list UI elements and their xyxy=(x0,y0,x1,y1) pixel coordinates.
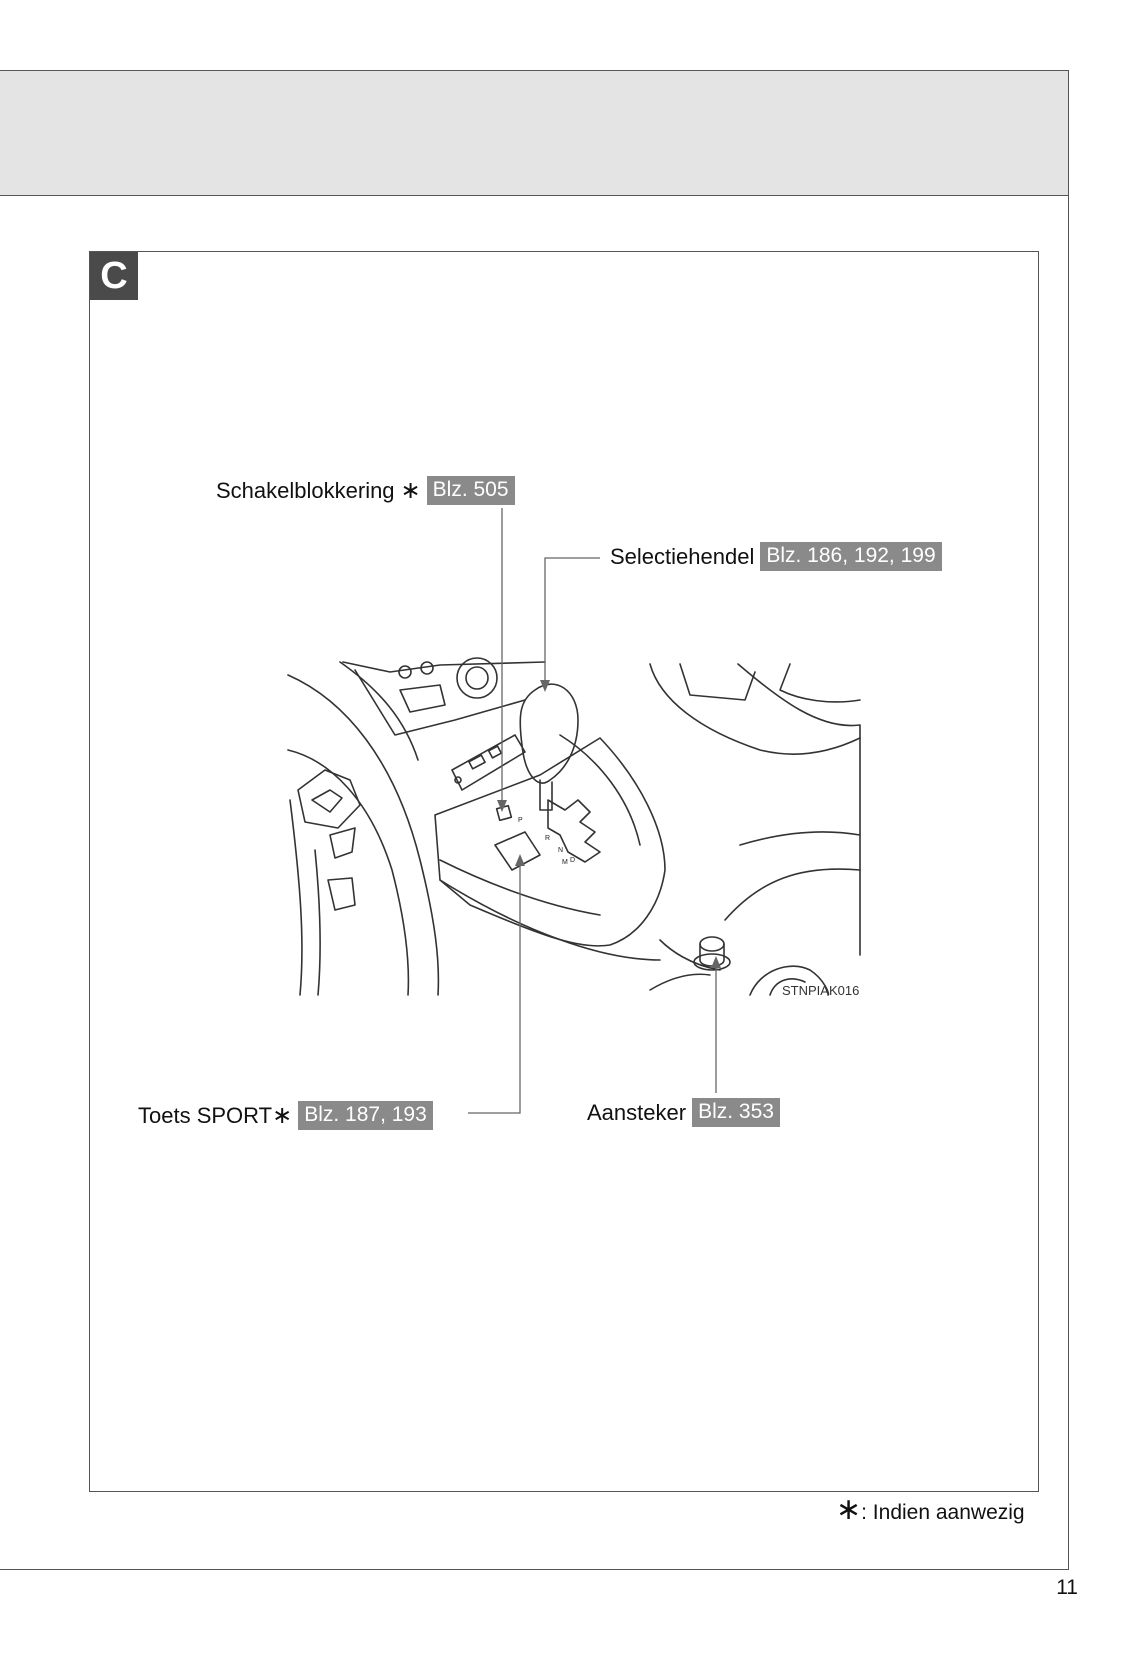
availability-marker: ∗ xyxy=(272,1102,293,1129)
gear-letter-d: D xyxy=(570,857,576,864)
leader-sport xyxy=(468,858,520,1113)
footnote-text: : Indien aanwezig xyxy=(861,1501,1025,1524)
section-tab: C xyxy=(90,252,138,300)
shift-lock-button xyxy=(497,806,512,821)
footnote-marker: ∗ xyxy=(836,1493,862,1526)
leader-selector xyxy=(545,558,600,688)
callout-label: Schakelblokkering xyxy=(216,477,395,503)
wheel-button-pad xyxy=(298,770,360,828)
callout-label: Toets SPORT xyxy=(138,1102,273,1128)
illustration-code: STNPIAK016 xyxy=(782,983,860,998)
gear-letter-r: R xyxy=(545,835,551,842)
switch-panel xyxy=(452,735,525,790)
availability-marker: ∗ xyxy=(400,477,421,504)
callout-shift-lock xyxy=(216,476,515,505)
page-reference-link[interactable]: Blz. 186, 192, 199 xyxy=(760,542,941,571)
gear-letter-p: P xyxy=(518,817,523,824)
page-reference-link[interactable]: Blz. 353 xyxy=(692,1098,780,1127)
lighter xyxy=(700,937,724,951)
steering-wheel-inner xyxy=(288,750,408,995)
shift-gate xyxy=(548,800,600,862)
seat-outline xyxy=(738,664,860,955)
callout-sport-button xyxy=(138,1101,433,1130)
callout-lighter xyxy=(587,1098,780,1127)
shift-knob xyxy=(520,684,578,783)
dashboard-line xyxy=(343,662,545,672)
footnote xyxy=(836,1492,1025,1527)
page-reference-link[interactable]: Blz. 505 xyxy=(427,476,515,505)
gear-letter-n: N xyxy=(558,847,564,854)
callout-label: Aansteker xyxy=(587,1099,687,1125)
gear-letter-m: M xyxy=(562,859,568,866)
callout-selector-lever xyxy=(610,542,942,571)
steering-wheel-outer xyxy=(288,675,438,995)
page-reference-link[interactable]: Blz. 187, 193 xyxy=(298,1101,433,1130)
callout-label: Selectiehendel xyxy=(610,543,755,569)
page-number: 11 xyxy=(1056,1576,1078,1599)
